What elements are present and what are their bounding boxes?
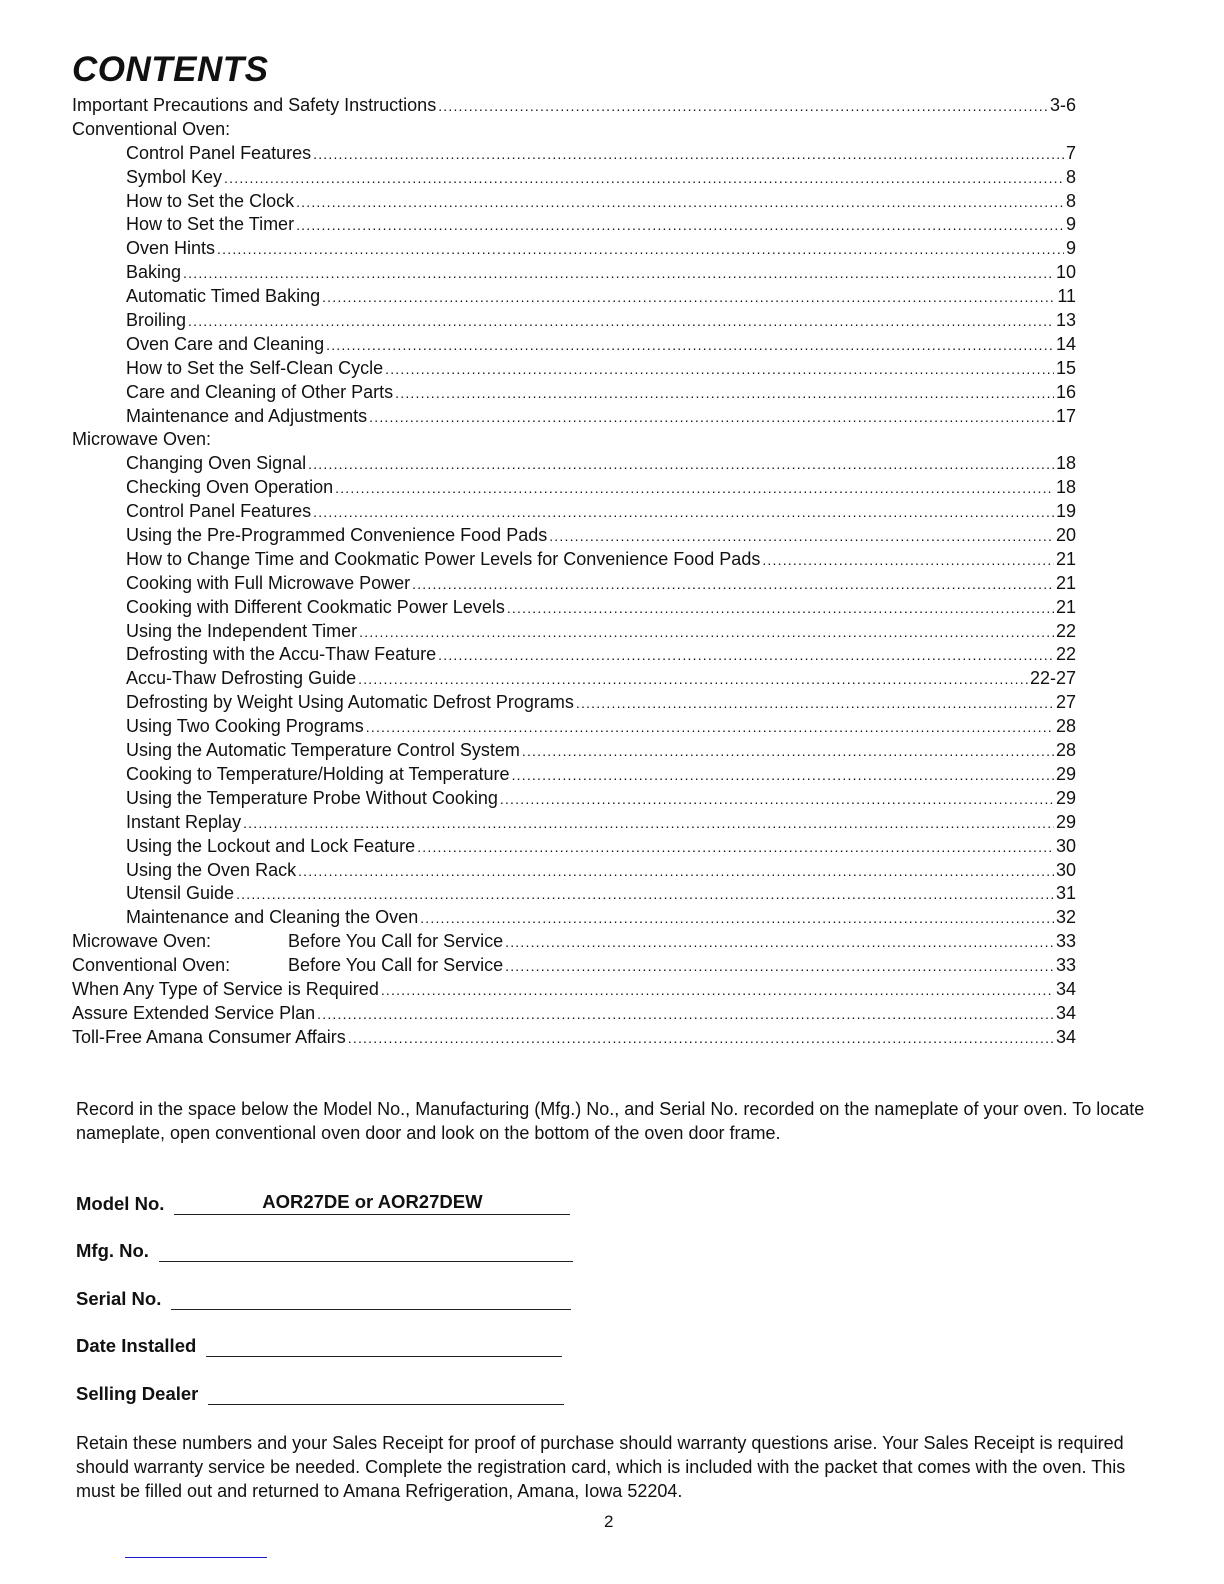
toc-entry-label: When Any Type of Service is Required	[72, 978, 379, 999]
toc-entry-label: Changing Oven Signal	[126, 453, 307, 474]
toc-leader-dots	[762, 549, 1054, 573]
toc-entry	[72, 285, 1076, 309]
toc-entry-label: Baking	[126, 262, 182, 283]
toc-leader-dots	[358, 668, 1028, 692]
toc-leader-dots	[438, 644, 1054, 668]
toc-entry	[72, 524, 1076, 548]
toc-entry-prefix: Conventional Oven:	[72, 955, 231, 976]
toc-entry-page: 21	[1055, 596, 1076, 617]
toc-entry-page: 29	[1055, 787, 1076, 808]
toc-leader-dots	[512, 764, 1054, 788]
toc-leader-dots	[395, 382, 1054, 406]
toc-leader-dots	[183, 262, 1054, 286]
toc-entry-page: 33	[1055, 955, 1076, 976]
toc-entry	[72, 978, 1076, 1002]
toc-leader-dots	[313, 143, 1064, 167]
toc-entry-page: 31	[1055, 883, 1076, 904]
toc-leader-dots	[500, 788, 1054, 812]
toc-entry-label: Cooking to Temperature/Holding at Temperature	[126, 763, 510, 784]
toc-entry	[72, 500, 1076, 524]
toc-entry	[72, 739, 1076, 763]
toc-entry-page: 22-27	[1029, 668, 1076, 689]
toc-entry	[72, 1026, 1076, 1050]
toc-entry	[72, 954, 1076, 978]
toc-entry	[72, 596, 1076, 620]
field-line	[159, 1241, 573, 1262]
toc-leader-dots	[322, 286, 1055, 310]
toc-entry	[72, 643, 1076, 667]
field-label: Mfg. No.	[76, 1240, 149, 1261]
toc-entry	[72, 190, 1076, 214]
toc-entry-page: 17	[1055, 405, 1076, 426]
toc-entry-label: Maintenance and Adjustments	[126, 405, 368, 426]
toc-entry-page: 28	[1055, 716, 1076, 737]
toc-leader-dots	[308, 453, 1054, 477]
toc-entry	[72, 381, 1076, 405]
toc-leader-dots	[522, 740, 1054, 764]
toc-entry	[72, 309, 1076, 333]
toc-entry-label: Broiling	[126, 310, 187, 331]
field-label: Serial No.	[76, 1288, 162, 1309]
toc-entry-label: Oven Care and Cleaning	[126, 333, 325, 354]
toc-leader-dots	[366, 716, 1054, 740]
toc-entry-prefix: Microwave Oven:	[72, 931, 212, 952]
toc-leader-dots	[412, 573, 1054, 597]
toc-leader-dots	[381, 979, 1054, 1003]
toc-entry-label: How to Set the Self-Clean Cycle	[126, 357, 384, 378]
toc-entry	[72, 882, 1076, 906]
toc-leader-dots	[188, 310, 1054, 334]
model-number-value: AOR27DE or AOR27DEW	[262, 1191, 483, 1212]
toc-leader-dots	[369, 406, 1054, 430]
toc-entry	[72, 811, 1076, 835]
toc-entry-label: How to Set the Clock	[126, 190, 295, 211]
retain-note: Retain these numbers and your Sales Receipt for proof of purchase should warranty questions arise. Your Sales Receipt is required should warranty service be needed. Complete the registration card, which is included with the packet that comes with the oven. This must be filled out and returned to Amana Refrigeration, Amana, Iowa 52204.	[76, 1433, 1126, 1501]
toc-leader-dots	[505, 931, 1054, 955]
toc-entry-label: Using the Oven Rack	[126, 859, 297, 880]
field-line	[206, 1336, 562, 1357]
toc-leader-dots	[507, 597, 1054, 621]
toc-leader-dots	[296, 214, 1064, 238]
toc-entry-page: 22	[1055, 620, 1076, 641]
toc-leader-dots	[217, 238, 1064, 262]
toc-entry-page: 11	[1057, 286, 1076, 307]
toc-entry-label: Maintenance and Cleaning the Oven	[126, 907, 419, 928]
toc-entry	[72, 476, 1076, 500]
toc-entry	[72, 835, 1076, 859]
toc-entry-page: 3-6	[1049, 95, 1076, 115]
toc-entry	[72, 94, 1076, 118]
toc-entry-page: 29	[1055, 811, 1076, 832]
toc-leader-dots	[348, 1027, 1054, 1051]
mfg-number-field	[76, 1240, 573, 1262]
toc-entry	[72, 237, 1076, 261]
toc-entry-page: 34	[1055, 1002, 1076, 1023]
field-line	[171, 1289, 571, 1310]
field-line	[208, 1384, 564, 1405]
toc-entry-page: 10	[1055, 262, 1076, 283]
toc-entry-page: 21	[1055, 548, 1076, 569]
toc-entry-page: 34	[1055, 978, 1076, 999]
toc-entry	[72, 930, 1076, 954]
footer-rule	[125, 1557, 267, 1558]
toc-entry-label: Checking Oven Operation	[126, 477, 334, 498]
toc-entry-page: 30	[1055, 835, 1076, 856]
toc-entry-label: Automatic Timed Baking	[126, 286, 321, 307]
field-line	[174, 1191, 570, 1215]
toc-entry	[72, 333, 1076, 357]
toc-leader-dots	[359, 621, 1054, 645]
toc-entry-label: Defrosting by Weight Using Automatic Defrost Programs	[126, 692, 574, 713]
toc-section-heading	[72, 428, 1076, 452]
toc-entry-label: Assure Extended Service Plan	[72, 1002, 316, 1023]
toc-entry	[72, 261, 1076, 285]
toc-leader-dots	[420, 907, 1054, 931]
toc-entry-page: 34	[1055, 1026, 1076, 1047]
toc-entry-label: Conventional Oven:	[72, 118, 231, 139]
toc-entry-label: Microwave Oven:	[72, 429, 212, 450]
toc-entry-page: 20	[1055, 525, 1076, 546]
toc-leader-dots	[298, 860, 1054, 884]
toc-entry-page: 8	[1065, 190, 1076, 211]
toc-entry	[72, 906, 1076, 930]
toc-entry-label: Using the Lockout and Lock Feature	[126, 835, 416, 856]
toc-entry	[72, 859, 1076, 883]
field-label: Model No.	[76, 1193, 165, 1214]
toc-leader-dots	[576, 692, 1054, 716]
toc-entry-page: 32	[1055, 907, 1076, 928]
toc-entry	[72, 213, 1076, 237]
toc-entry-label: Using Two Cooking Programs	[126, 716, 364, 737]
toc-entry	[72, 357, 1076, 381]
date-installed-field	[76, 1335, 562, 1357]
toc-entry-page: 13	[1055, 310, 1076, 331]
toc-entry	[72, 1002, 1076, 1026]
toc-leader-dots	[326, 334, 1054, 358]
toc-entry-label: How to Set the Timer	[126, 214, 295, 235]
record-instructions: Record in the space below the Model No., Manufacturing (Mfg.) No., and Serial No. recorded on the nameplate of your oven. To locate nameplate, open conventional oven door and look on the bottom of the oven door frame.	[76, 1099, 1145, 1143]
toc-leader-dots	[224, 167, 1064, 191]
toc-entry	[72, 405, 1076, 429]
field-label: Date Installed	[76, 1335, 197, 1356]
toc-entry	[72, 667, 1076, 691]
toc-entry-label: Oven Hints	[126, 238, 216, 259]
toc-leader-dots	[549, 525, 1054, 549]
toc-leader-dots	[335, 477, 1054, 501]
toc-leader-dots	[385, 358, 1054, 382]
toc-entry	[72, 715, 1076, 739]
toc-entry-label: Cooking with Full Microwave Power	[126, 572, 411, 593]
selling-dealer-field	[76, 1383, 564, 1405]
toc-entry	[72, 572, 1076, 596]
toc-entry-label: Before You Call for Service	[288, 931, 504, 952]
toc-entry-page: 33	[1055, 931, 1076, 952]
toc-entry-page: 21	[1055, 572, 1076, 593]
toc-entry-page: 14	[1055, 333, 1076, 354]
toc-entry-page: 7	[1065, 142, 1076, 163]
toc-entry	[72, 787, 1076, 811]
toc-entry-label: Toll-Free Amana Consumer Affairs	[72, 1026, 346, 1047]
toc-entry-page: 18	[1055, 477, 1076, 498]
toc-entry-label: How to Change Time and Cookmatic Power Levels for Convenience Food Pads	[126, 548, 761, 569]
toc-entry-label: Care and Cleaning of Other Parts	[126, 381, 394, 402]
toc-entry-page: 9	[1065, 214, 1076, 235]
toc-entry	[72, 548, 1076, 572]
toc-entry-page: 18	[1055, 453, 1076, 474]
toc-leader-dots	[313, 501, 1054, 525]
toc-entry	[72, 452, 1076, 476]
toc-entry-page: 27	[1055, 692, 1076, 713]
toc-entry-label: Using the Independent Timer	[126, 620, 358, 641]
toc-entry-page: 9	[1065, 238, 1076, 259]
toc-entry-label: Cooking with Different Cookmatic Power Levels	[126, 596, 505, 617]
toc-entry-page: 19	[1055, 501, 1076, 522]
toc-entry-label: Before You Call for Service	[288, 955, 504, 976]
toc-entry-label: Control Panel Features	[126, 501, 312, 522]
toc-leader-dots	[438, 95, 1048, 119]
toc-entry-page: 15	[1055, 357, 1076, 378]
toc-entry-label: Using the Temperature Probe Without Cooking	[126, 787, 498, 808]
model-number-field	[76, 1193, 570, 1215]
toc-leader-dots	[417, 836, 1054, 860]
toc-entry-label: Accu-Thaw Defrosting Guide	[126, 668, 357, 689]
toc-leader-dots	[505, 955, 1054, 979]
toc-entry-page: 22	[1055, 644, 1076, 665]
toc-leader-dots	[243, 812, 1054, 836]
toc-entry	[72, 166, 1076, 190]
toc-entry-page: 8	[1065, 166, 1076, 187]
table-of-contents	[72, 94, 1076, 1050]
toc-entry	[72, 691, 1076, 715]
page-number: 2	[604, 1512, 614, 1531]
toc-entry-page: 16	[1055, 381, 1076, 402]
toc-entry	[72, 142, 1076, 166]
toc-entry-label: Defrosting with the Accu-Thaw Feature	[126, 644, 437, 665]
toc-entry	[72, 620, 1076, 644]
toc-entry-label: Utensil Guide	[126, 883, 235, 904]
toc-entry-page: 30	[1055, 859, 1076, 880]
toc-leader-dots	[317, 1003, 1054, 1027]
toc-leader-dots	[296, 191, 1064, 215]
toc-entry-label: Control Panel Features	[126, 142, 312, 163]
toc-entry-label: Using the Pre-Programmed Convenience Food Pads	[126, 525, 548, 546]
toc-entry-label: Instant Replay	[126, 811, 242, 832]
toc-entry-page: 29	[1055, 763, 1076, 784]
toc-entry-page: 28	[1055, 740, 1076, 761]
toc-entry-label: Symbol Key	[126, 166, 223, 187]
field-label: Selling Dealer	[76, 1383, 199, 1404]
toc-leader-dots	[236, 883, 1054, 907]
serial-number-field	[76, 1288, 571, 1310]
toc-entry	[72, 763, 1076, 787]
toc-entry-label: Important Precautions and Safety Instructions	[72, 95, 437, 115]
page-title: CONTENTS	[72, 50, 269, 89]
toc-entry-label: Using the Automatic Temperature Control System	[126, 740, 520, 761]
toc-section-heading	[72, 118, 1076, 142]
